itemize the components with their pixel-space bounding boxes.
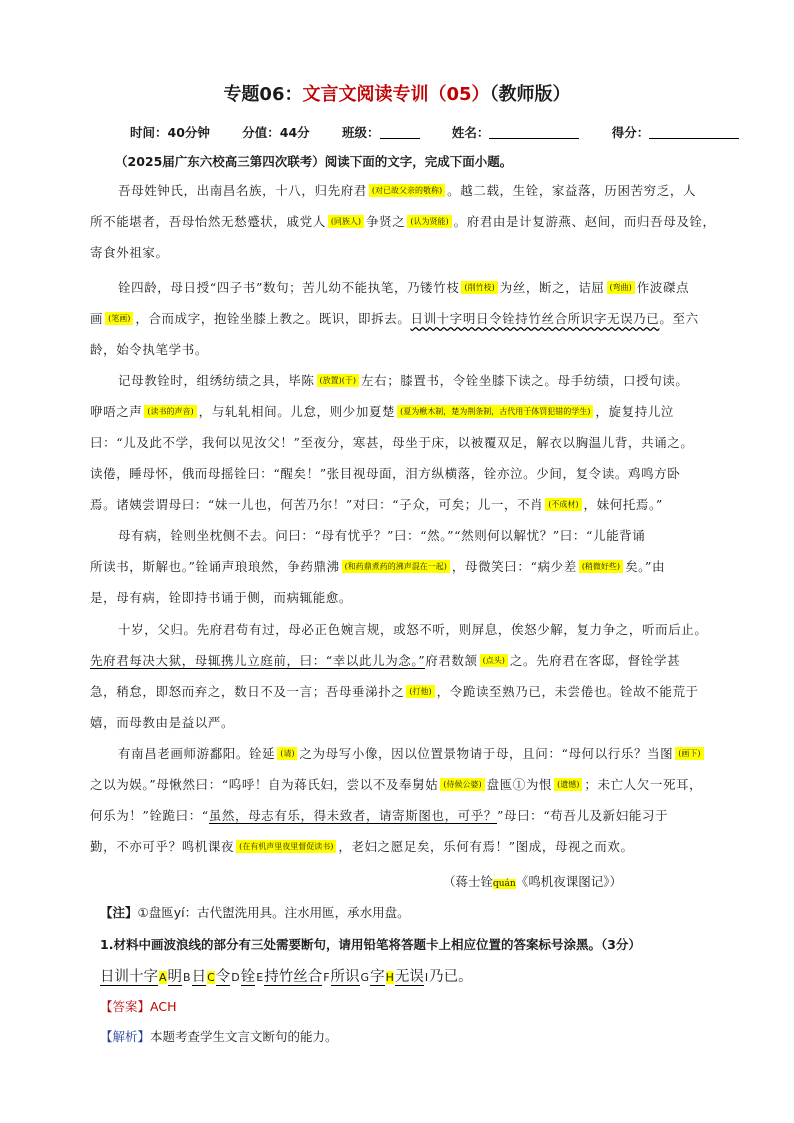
question-1: 1.材料中画波浪线的部分有三处需要断句，请用铅笔将答题卡上相应位置的答案标号涂黑。（3分） xyxy=(100,937,641,952)
gloss-note: (认为贤能) xyxy=(407,215,451,228)
paragraph-1: 吾母姓钟氏，出南昌名族，十八，归先府君 (对已故父亲的敬称) 。越二载，生铨，家益落，历困苦穷乏，人 所不能堪者，吾母怡然无愁蹙状，戚党人 (同族人) 争贤之 (认为贤能) 。府君由是计复游燕、赵间，而归吾母及铨， 寄食外祖家。 xyxy=(90,183,716,260)
break-option-C[interactable]: C xyxy=(207,971,215,984)
annotation-label: 【注】 xyxy=(100,905,138,920)
gloss-note: (和药鼎煮药的沸声混在一起) xyxy=(342,560,450,573)
paragraph-5: 十岁，父归。先府君苟有过，母必正色婉言规，或怒不听，则屏息，俟怒少解，复力争之，听而后止。 先府君每决大狱，母辄携儿立庭前，曰：“幸以此儿为念。”府君数颔 (点头) 之。先府君在客邸，督铨学甚 急，稍怠，即怒而弃之，数日不及一言；吾母垂涕扑之 (打他) ，令跪读至熟乃已，未尝倦也。铨故不能荒于 嬉，而母教由是益以严。 xyxy=(90,622,708,730)
gloss-note: (不成材) xyxy=(545,498,581,511)
sentence-fragment: 字 xyxy=(370,969,385,985)
gloss-note: (遗憾) xyxy=(554,778,582,791)
wavy-underlined-sentence: 日训十字明日令铨持竹丝合所识字无误乃已 xyxy=(410,311,660,326)
answer-row xyxy=(100,997,176,1015)
name-field[interactable]: 姓名： xyxy=(452,125,580,140)
title-main: 文言文阅读专训（05） xyxy=(302,84,490,105)
gloss-note: (读书的声音) xyxy=(144,405,196,418)
break-option-D[interactable]: D xyxy=(231,971,240,984)
gloss-note: (画下) xyxy=(675,747,703,760)
gloss-note: (削竹枝) xyxy=(461,281,497,294)
class-field[interactable]: 班级： xyxy=(342,125,420,140)
sentence-fragment: 日 xyxy=(191,969,207,985)
gloss-note: (稍微好些) xyxy=(579,560,623,573)
analysis-text: 本题考查学生文言文断句的能力。 xyxy=(150,1029,338,1044)
sentence-fragment: 明 xyxy=(167,969,183,985)
gloss-note: (打他) xyxy=(406,685,434,698)
gloss-note: (侍候公婆) xyxy=(440,778,484,791)
gloss-note: (点头) xyxy=(480,654,508,667)
analysis-row xyxy=(100,1027,338,1045)
sentence-fragment: 铨 xyxy=(240,969,256,985)
paragraph-2: 铨四龄，母日授“四子书”数句；苦儿幼不能执笔，乃镂竹枝 (削竹枝) 为丝，断之，诘屈 (弯曲) 作波磔点 画 (笔画) ，合而成字，抱铨坐膝上教之。既识，即拆去。日训十字明日令铨持竹丝合所识字无误乃已。至六 龄，始令执笔学书。 xyxy=(90,280,699,357)
sentence-fragment: 日训十字 xyxy=(100,969,158,985)
sentence-fragment: 无误 xyxy=(394,969,424,985)
break-option-B[interactable]: B xyxy=(183,971,191,984)
paragraph-4: 母有病，铨则坐枕侧不去。问曰：“母有忧乎？”曰：“然。”“然则何以解忧？”曰：“儿能背诵 所读书，斯解也。”铨诵声琅琅然，争药鼎沸 (和药鼎煮药的沸声混在一起) ，母微笑曰：“病少差 (稍微好些) 矣。”由 是，母有病，铨即持书诵于侧，而病辄能愈。 xyxy=(90,528,666,605)
answer-label: 【答案】 xyxy=(100,999,151,1014)
page-title xyxy=(0,80,794,106)
exam-info-row xyxy=(130,123,767,141)
analysis-label: 【解析】 xyxy=(100,1029,151,1044)
paragraph-6: 有南昌老画师游鄱阳。铨延 (请) 之为母写小像，因以位置景物请于母，且问：“母何以行乐？当图 (画下) 之以为娱。”母愀然曰：“呜呼！自为蒋氏妇，尝以不及奉舅姑 (侍候公婆) 盘匜①为恨 (遗憾) ；未亡人欠一死耳， 何乐为！”铨跪曰：“虽然，母志有乐，得未致者，请寄斯图也，可乎？”母曰：“苟吾儿及新妇能习于 勤，不亦可乎？鸣机课夜 (在有机声里夜里督促读书) ，老妇之愿足矣，乐何有焉！”图成，母视之而欢。 xyxy=(90,746,703,854)
break-option-I[interactable]: I xyxy=(424,971,429,984)
annotation xyxy=(100,903,410,921)
underlined-sentence: 虽然，母志有乐，得未致者，请寄斯图也，可乎？ xyxy=(208,808,497,823)
sentence-fragment: 持竹丝合 xyxy=(264,969,323,985)
title-suffix: （教师版） xyxy=(489,84,571,105)
gloss-note: (弯曲) xyxy=(607,281,635,294)
answer-value: ACH xyxy=(150,999,177,1014)
time-label: 时间：40分钟 xyxy=(130,125,210,140)
break-option-F[interactable]: F xyxy=(323,971,330,984)
break-option-E[interactable]: E xyxy=(256,971,264,984)
source-citation: （蒋士铨quán《鸣机夜课图记》） xyxy=(442,874,622,889)
segmentation-sentence xyxy=(100,965,473,986)
break-option-H[interactable]: H xyxy=(385,971,394,984)
break-option-A[interactable]: A xyxy=(159,971,167,984)
paragraph-3: 记母教铨时，组绣纺绩之具，毕陈 (放置)(于) 左右；膝置书，令铨坐膝下读之。母手纺绩，口授句读。 咿唔之声 (读书的声音) ，与轧轧相间。儿怠，则少加夏楚 (夏为楸木制，楚为荆条制，古代用于体罚犯错的学生) ，旋复持儿泣 曰：“儿及此不学，我何以见汝父！”至夜分，寒甚，母坐于床，以被覆双足，解衣以胸温儿背，共诵之。 读倦，睡母怀，俄而母摇铨曰：“醒矣！”张目视母面，泪方纵横落，铨亦泣。少间，复令读。鸡鸣方卧 焉。诸姨尝谓母曰：“妹一儿也，何苦乃尔！”对曰：“子众，可矣；儿一，不肖 (不成材) ，妹何托焉。” xyxy=(90,373,694,512)
gloss-note: (放置)(于) xyxy=(317,374,359,387)
break-option-G[interactable]: G xyxy=(360,971,370,984)
sentence-fragment: 所识 xyxy=(330,969,360,985)
title-prefix: 专题06： xyxy=(223,84,303,105)
annotation-text: ①盘匜yí：古代盥洗用具。注水用匜，承水用盘。 xyxy=(137,905,410,920)
sentence-fragment: 乃已。 xyxy=(429,969,473,985)
gloss-note: (笔画) xyxy=(105,312,133,325)
score-label: 分值：44分 xyxy=(242,125,310,140)
gloss-note: (同族人) xyxy=(328,215,364,228)
sentence-fragment: 令 xyxy=(215,969,231,985)
pinyin-note: quán xyxy=(493,879,516,889)
gloss-note: (对已故父亲的敬称) xyxy=(369,184,445,197)
got-field[interactable]: 得分： xyxy=(612,125,740,140)
gloss-note: (在有机声里夜里督促读书) xyxy=(236,840,336,853)
gloss-note: (请) xyxy=(277,747,297,760)
underlined-sentence: 先府君每决大狱，母辄携儿立庭前，曰：“幸以此儿为念。” xyxy=(90,653,426,668)
gloss-note: (夏为楸木制，楚为荆条制，古代用于体罚犯错的学生) xyxy=(397,405,593,418)
reading-intro: （2025届广东六校高三第四次联考）阅读下面的文字，完成下面小题。 xyxy=(115,154,513,169)
